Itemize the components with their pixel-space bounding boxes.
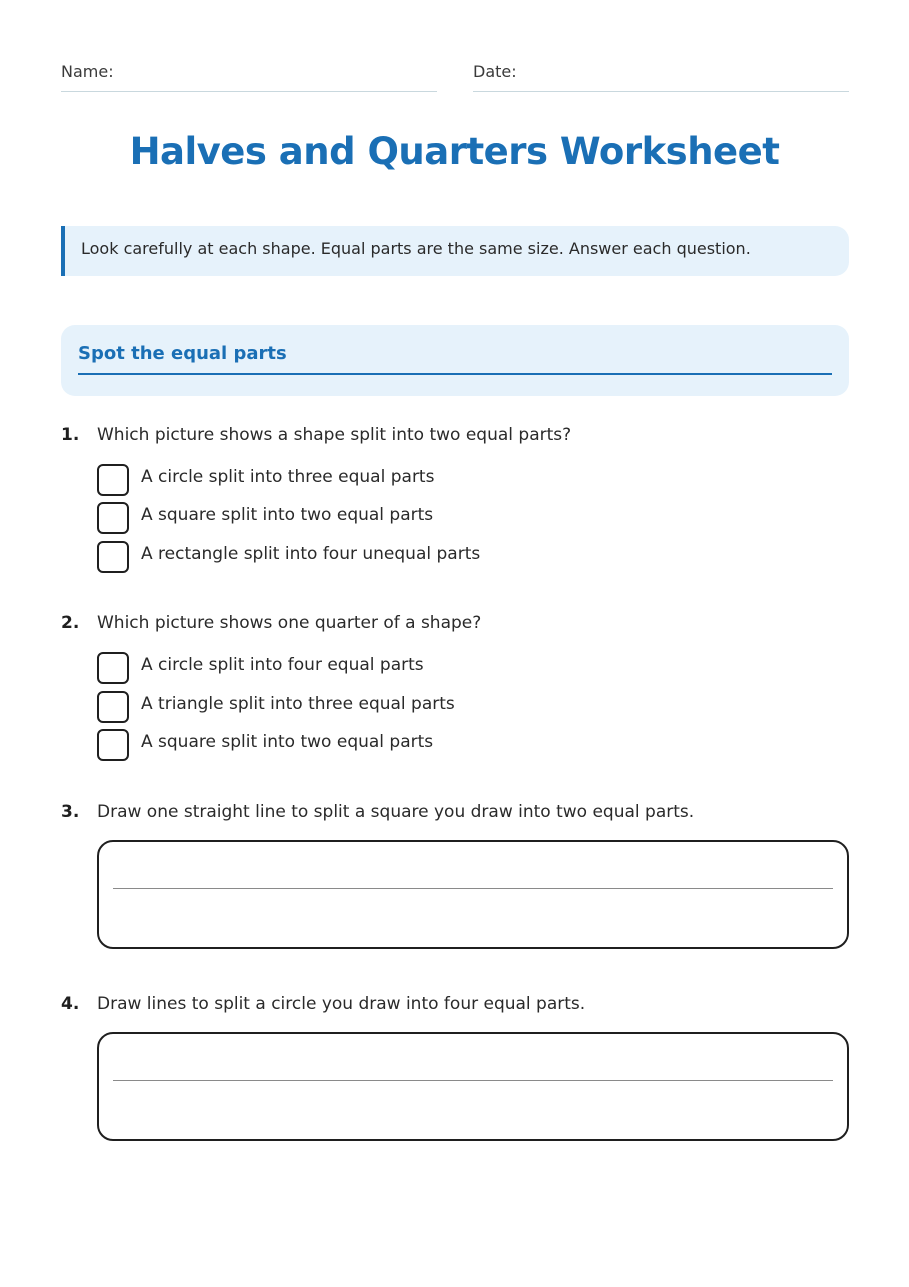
answer-option[interactable] — [97, 691, 797, 723]
answer-box[interactable] — [97, 1032, 849, 1141]
question-text: Draw one straight line to split a square you draw into two equal parts. — [97, 802, 695, 822]
question-number: 1. — [61, 425, 80, 445]
checkbox[interactable] — [97, 502, 129, 534]
checkbox[interactable] — [97, 652, 129, 684]
checkbox[interactable] — [97, 464, 129, 496]
section-title: Spot the equal parts — [78, 343, 832, 375]
question-number: 3. — [61, 802, 80, 822]
option-label: A square split into two equal parts — [141, 732, 434, 752]
question-text: Which picture shows a shape split into two equal parts? — [97, 425, 572, 445]
answer-line — [113, 1080, 833, 1081]
section-header — [61, 325, 849, 396]
question-number: 2. — [61, 613, 80, 633]
checkbox[interactable] — [97, 691, 129, 723]
option-label: A circle split into three equal parts — [141, 467, 435, 487]
option-label: A triangle split into three equal parts — [141, 694, 455, 714]
question-text: Draw lines to split a circle you draw into four equal parts. — [97, 994, 586, 1014]
option-label: A circle split into four equal parts — [141, 655, 424, 675]
instructions-panel — [61, 226, 849, 276]
answer-line — [113, 888, 833, 889]
answer-option[interactable] — [97, 502, 797, 534]
checkbox[interactable] — [97, 729, 129, 761]
answer-option[interactable] — [97, 464, 797, 496]
date-field[interactable] — [473, 62, 849, 92]
name-field[interactable] — [61, 62, 437, 92]
answer-option[interactable] — [97, 729, 797, 761]
option-label: A square split into two equal parts — [141, 505, 434, 525]
option-label: A rectangle split into four unequal parts — [141, 544, 481, 564]
answer-option[interactable] — [97, 652, 797, 684]
question-text: Which picture shows one quarter of a shape? — [97, 613, 482, 633]
date-label: Date: — [473, 62, 517, 81]
checkbox[interactable] — [97, 541, 129, 573]
question-number: 4. — [61, 994, 80, 1014]
page-title: Halves and Quarters Worksheet — [129, 130, 780, 173]
answer-option[interactable] — [97, 541, 797, 573]
answer-box[interactable] — [97, 840, 849, 949]
name-label: Name: — [61, 62, 114, 81]
instructions-text: Look carefully at each shape. Equal parts are the same size. Answer each question. — [81, 239, 751, 258]
